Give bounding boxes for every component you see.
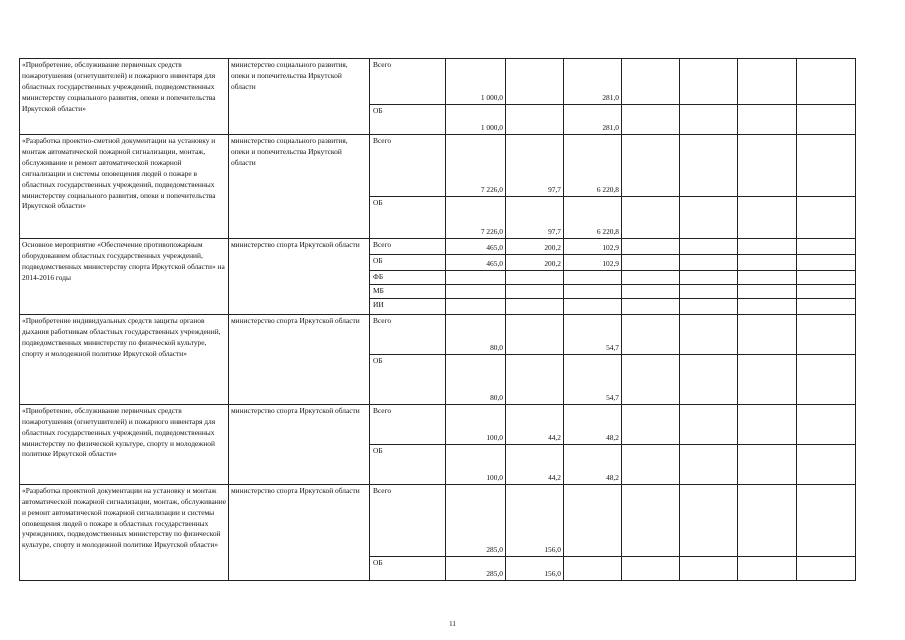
empty-cell bbox=[680, 444, 738, 484]
executor-cell: министерство социального развития, опеки и попечительства Иркутской области bbox=[229, 135, 370, 239]
empty-cell bbox=[797, 354, 856, 404]
amount-cell: 156,0 bbox=[506, 484, 564, 556]
empty-cell bbox=[680, 271, 738, 285]
table-row bbox=[20, 59, 856, 105]
empty-cell bbox=[622, 255, 680, 271]
amount-cell: 1 000,0 bbox=[446, 59, 506, 105]
empty-cell bbox=[797, 284, 856, 298]
empty-cell bbox=[797, 444, 856, 484]
empty-cell bbox=[738, 135, 797, 197]
amount-cell: 44,2 bbox=[506, 444, 564, 484]
amount-cell: 80,0 bbox=[446, 314, 506, 354]
amount-cell: 200,2 bbox=[506, 239, 564, 255]
empty-cell bbox=[680, 197, 738, 239]
amount-cell: 54,7 bbox=[564, 354, 622, 404]
empty-cell bbox=[797, 404, 856, 444]
empty-cell bbox=[738, 284, 797, 298]
amount-cell: 100,0 bbox=[446, 404, 506, 444]
amount-cell: 6 220,8 bbox=[564, 197, 622, 239]
activity-name-cell: Основное мероприятие «Обеспечение противопожарным оборудованием областных государственных учреждений, подведомственных министерству спорта Иркутской области» на 2014-2016 годы bbox=[20, 239, 229, 315]
empty-cell bbox=[622, 197, 680, 239]
empty-cell bbox=[797, 298, 856, 314]
amount-cell bbox=[506, 59, 564, 105]
amount-cell: 48,2 bbox=[564, 444, 622, 484]
empty-cell bbox=[738, 556, 797, 580]
program-table-container bbox=[19, 58, 855, 606]
empty-cell bbox=[622, 105, 680, 135]
executor-cell: министерство спорта Иркутской области bbox=[229, 239, 370, 315]
amount-cell: 285,0 bbox=[446, 556, 506, 580]
empty-cell bbox=[797, 314, 856, 354]
empty-cell bbox=[622, 404, 680, 444]
amount-cell: 7 226,0 bbox=[446, 135, 506, 197]
amount-cell: 156,0 bbox=[506, 556, 564, 580]
empty-cell bbox=[622, 59, 680, 105]
empty-cell bbox=[797, 59, 856, 105]
empty-cell bbox=[622, 284, 680, 298]
executor-cell: министерство спорта Иркутской области bbox=[229, 404, 370, 484]
amount-cell: 6 220,8 bbox=[564, 135, 622, 197]
empty-cell bbox=[738, 314, 797, 354]
amount-cell bbox=[564, 484, 622, 556]
amount-cell bbox=[564, 271, 622, 285]
amount-cell: 102,9 bbox=[564, 239, 622, 255]
empty-cell bbox=[738, 354, 797, 404]
amount-cell: 7 226,0 bbox=[446, 197, 506, 239]
activity-name-cell: «Приобретение, обслуживание первичных средств пожаротушения (огнетушителей) и пожарного инвентаря для областных государственных учреждений, подведомственных министерству по физической культуре, спорту и молодежной политике Иркутской области» bbox=[20, 404, 229, 484]
amount-cell: 54,7 bbox=[564, 314, 622, 354]
program-funding-table bbox=[19, 58, 856, 581]
amount-cell bbox=[506, 271, 564, 285]
funding-source-cell: ОБ bbox=[370, 197, 446, 239]
empty-cell bbox=[622, 556, 680, 580]
page-number: 11 bbox=[449, 620, 456, 628]
empty-cell bbox=[797, 105, 856, 135]
empty-cell bbox=[622, 298, 680, 314]
empty-cell bbox=[797, 556, 856, 580]
funding-source-cell: ОБ bbox=[370, 354, 446, 404]
empty-cell bbox=[622, 314, 680, 354]
amount-cell: 100,0 bbox=[446, 444, 506, 484]
empty-cell bbox=[622, 271, 680, 285]
empty-cell bbox=[680, 255, 738, 271]
empty-cell bbox=[738, 255, 797, 271]
empty-cell bbox=[738, 484, 797, 556]
empty-cell bbox=[680, 314, 738, 354]
funding-source-cell: ОБ bbox=[370, 556, 446, 580]
empty-cell bbox=[680, 484, 738, 556]
empty-cell bbox=[680, 105, 738, 135]
activity-name-cell: «Приобретение индивидуальных средств защиты органов дыхания работникам областных государственных учреждений, подведомственных министерству по физической культуре, спорту и молодежной политике Иркутской области» bbox=[20, 314, 229, 404]
amount-cell: 48,2 bbox=[564, 404, 622, 444]
empty-cell bbox=[680, 239, 738, 255]
amount-cell: 465,0 bbox=[446, 255, 506, 271]
amount-cell: 285,0 bbox=[446, 484, 506, 556]
table-row bbox=[20, 484, 856, 556]
funding-source-cell: ОБ bbox=[370, 255, 446, 271]
amount-cell bbox=[506, 354, 564, 404]
funding-source-cell: Всего bbox=[370, 404, 446, 444]
empty-cell bbox=[680, 298, 738, 314]
executor-cell: министерство социального развития, опеки и попечительства Иркутской области bbox=[229, 59, 370, 135]
amount-cell bbox=[446, 271, 506, 285]
amount-cell: 281,0 bbox=[564, 59, 622, 105]
empty-cell bbox=[680, 135, 738, 197]
empty-cell bbox=[738, 404, 797, 444]
empty-cell bbox=[622, 354, 680, 404]
empty-cell bbox=[738, 239, 797, 255]
empty-cell bbox=[738, 197, 797, 239]
amount-cell: 97,7 bbox=[506, 197, 564, 239]
funding-source-cell: Всего bbox=[370, 484, 446, 556]
amount-cell: 102,9 bbox=[564, 255, 622, 271]
empty-cell bbox=[680, 59, 738, 105]
amount-cell bbox=[564, 284, 622, 298]
amount-cell: 465,0 bbox=[446, 239, 506, 255]
empty-cell bbox=[738, 105, 797, 135]
funding-source-cell: ИИ bbox=[370, 298, 446, 314]
amount-cell: 97,7 bbox=[506, 135, 564, 197]
activity-name-cell: «Приобретение, обслуживание первичных средств пожаротушения (огнетушителей) и пожарного инвентаря для областных государственных учреждений, подведомственных министерству социального развития, опеки и попечительства Иркутской области» bbox=[20, 59, 229, 135]
funding-source-cell: Всего bbox=[370, 59, 446, 105]
funding-source-cell: Всего bbox=[370, 239, 446, 255]
empty-cell bbox=[680, 556, 738, 580]
amount-cell bbox=[446, 284, 506, 298]
table-row bbox=[20, 314, 856, 354]
empty-cell bbox=[680, 404, 738, 444]
empty-cell bbox=[680, 284, 738, 298]
table-row bbox=[20, 404, 856, 444]
empty-cell bbox=[797, 239, 856, 255]
amount-cell: 1 000,0 bbox=[446, 105, 506, 135]
activity-name-cell: «Разработка проектной документации на установку и монтаж автоматической пожарной сигнализации, монтаж, обслуживание и ремонт автоматической пожарной сигнализации и системы оповещения людей о пожаре в областных государственных учреждениях, подведомственных министерству по физической культуре, спорту и молодежной политике Иркутской области» bbox=[20, 484, 229, 580]
empty-cell bbox=[622, 444, 680, 484]
funding-source-cell: МБ bbox=[370, 284, 446, 298]
table-row bbox=[20, 135, 856, 197]
amount-cell bbox=[564, 298, 622, 314]
empty-cell bbox=[797, 484, 856, 556]
amount-cell bbox=[506, 298, 564, 314]
empty-cell bbox=[622, 484, 680, 556]
amount-cell bbox=[446, 298, 506, 314]
activity-name-cell: «Разработка проектно-сметной документации на установку и монтаж автоматической пожарной сигнализации, монтаж, обслуживание и ремонт автоматической пожарной сигнализации и системы оповещения людей о пожаре в областных государственных учреждений, подведомственных министерству социального развития, опеки и попечительства Иркутской области» bbox=[20, 135, 229, 239]
funding-source-cell: ОБ bbox=[370, 105, 446, 135]
empty-cell bbox=[797, 197, 856, 239]
amount-cell bbox=[506, 314, 564, 354]
executor-cell: министерство спорта Иркутской области bbox=[229, 314, 370, 404]
empty-cell bbox=[738, 444, 797, 484]
amount-cell bbox=[506, 105, 564, 135]
amount-cell: 80,0 bbox=[446, 354, 506, 404]
empty-cell bbox=[738, 271, 797, 285]
amount-cell bbox=[564, 556, 622, 580]
funding-source-cell: Всего bbox=[370, 314, 446, 354]
empty-cell bbox=[622, 135, 680, 197]
empty-cell bbox=[797, 135, 856, 197]
funding-source-cell: ОБ bbox=[370, 444, 446, 484]
amount-cell: 281,0 bbox=[564, 105, 622, 135]
funding-source-cell: ФБ bbox=[370, 271, 446, 285]
amount-cell: 44,2 bbox=[506, 404, 564, 444]
amount-cell bbox=[506, 284, 564, 298]
empty-cell bbox=[680, 354, 738, 404]
executor-cell: министерство спорта Иркутской области bbox=[229, 484, 370, 580]
empty-cell bbox=[797, 255, 856, 271]
empty-cell bbox=[738, 59, 797, 105]
empty-cell bbox=[738, 298, 797, 314]
table-row bbox=[20, 239, 856, 255]
empty-cell bbox=[797, 271, 856, 285]
funding-source-cell: Всего bbox=[370, 135, 446, 197]
amount-cell: 200,2 bbox=[506, 255, 564, 271]
empty-cell bbox=[622, 239, 680, 255]
